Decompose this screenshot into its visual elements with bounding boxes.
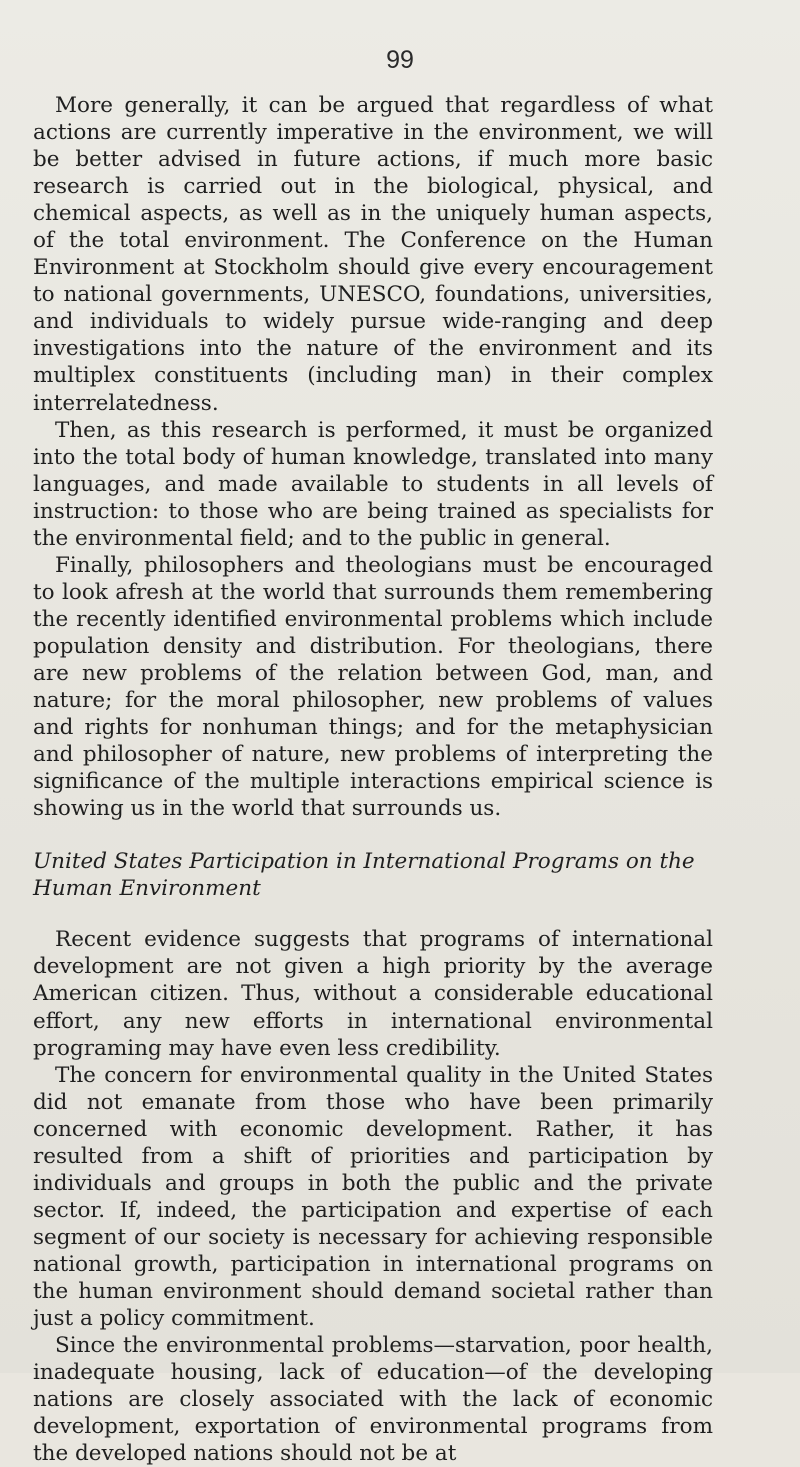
section-heading: United States Participation in International Programs on the Human Environment (33, 849, 695, 902)
paragraph-philosophers: Finally, philosophers and theologians must be encouraged to look afresh at the world that surrounds them remembering the recently identified environmental problems which include population density and distribution. For theologians, there are new problems of the relation between God, man, and nature; for the moral philosopher, new problems of values and rights for nonhuman things; and for the metaphysician and philosopher of nature, new problems of interpreting the significance of the multiple interactions empirical science is showing us in the world that surrounds us. (33, 552, 713, 822)
paragraph-organization: Then, as this research is performed, it must be organized into the total body of human knowledge, translated into many languages, and made available to students in all levels of instruction: to those who are being trained as specialists for the environmental field; and to the public in general. (33, 417, 713, 551)
paragraph-developing-nations: Since the environmental problems—starvation, poor health, inadequate housing, lack of education—of the developing nations are closely associated with the lack of economic development, exportation of environmental programs from the developed nations should not be at (33, 1333, 713, 1467)
section-spacer (33, 822, 713, 848)
paragraph-research: More generally, it can be argued that regardless of what actions are currently imperative in the environment, we will be better advised in future actions, if much more basic research is carried out in the biological, physical, and chemical aspects, as well as in the uniquely human aspects, of the total environment. The Conference on the Human Environment at Stockholm should give every encouragement to national governments, UNESCO, foundations, universities, and individuals to widely pursue wide-ranging and deep investigations into the nature of the environment and its multiplex constituents (including man) in their complex interrelatedness. (33, 93, 713, 416)
paragraph-environmental-concern: The concern for environmental quality in the United States did not emanate from those who have been primarily concerned with economic development. Rather, it has resulted from a shift of priorities and participation by individuals and groups in both the public and the private sector. If, indeed, the participation and expertise of each segment of our society is necessary for achieving responsible national growth, participation in international programs on the human environment should demand societal rather than just a policy commitment. (33, 1062, 713, 1332)
paragraph-recent-evidence: Recent evidence suggests that programs of international development are not given a high priority by the average American citizen. Thus, without a considerable educational effort, any new efforts in international environmental programing may have even less credibility. (33, 927, 713, 1061)
heading-spacer (33, 902, 713, 926)
page-number: 99 (386, 46, 414, 74)
body-text (33, 92, 713, 1467)
